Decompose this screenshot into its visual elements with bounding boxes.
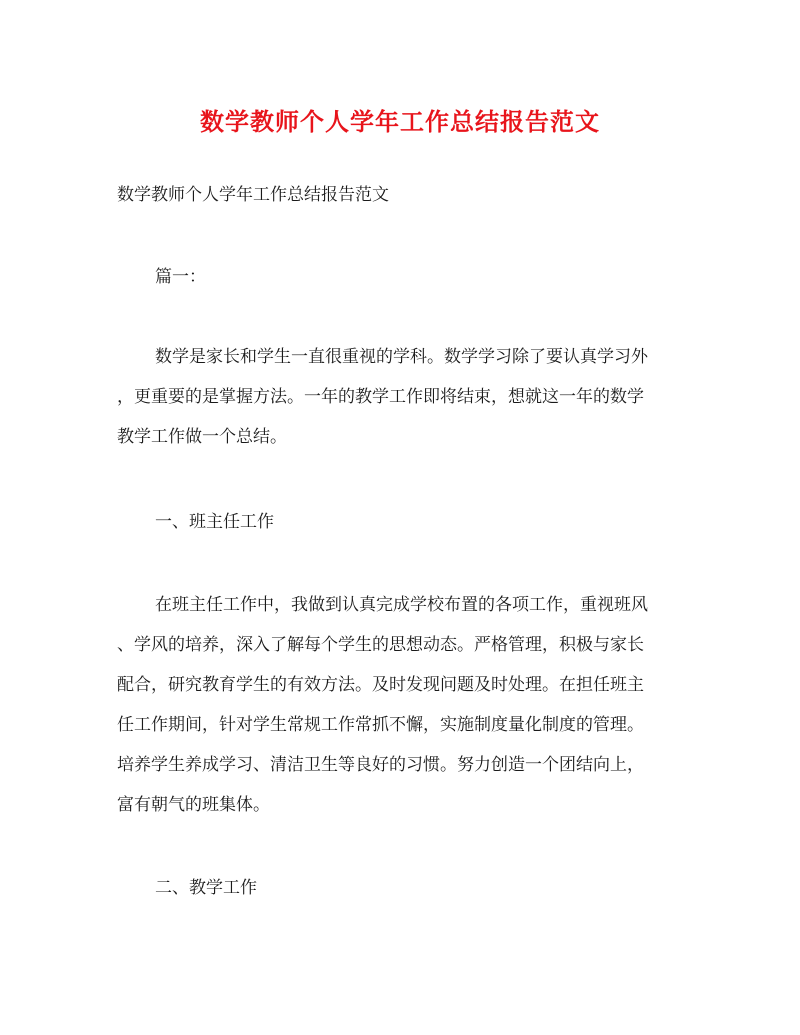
section1-line: 任工作期间，针对学生常规工作常抓不懈，实施制度量化制度的管理。: [117, 715, 644, 735]
section1-line: 、学风的培养，深入了解每个学生的思想动态。严格管理，积极与家长: [117, 635, 644, 655]
section2-heading: 二、教学工作: [155, 878, 257, 898]
section1-line: 配合，研究教育学生的有效方法。及时发现问题及时处理。在担任班主: [117, 675, 644, 695]
document-subtitle: 数学教师个人学年工作总结报告范文: [117, 185, 389, 205]
section1-line: 培养学生养成学习、清洁卫生等良好的习惯。努力创造一个团结向上，: [117, 755, 644, 775]
intro-line: 数学是家长和学生一直很重视的学科。数学学习除了要认真学习外: [155, 347, 648, 367]
intro-line: 教学工作做一个总结。: [117, 427, 287, 447]
section1-line: 富有朝气的班集体。: [117, 795, 270, 815]
document-title: 数学教师个人学年工作总结报告范文: [200, 107, 600, 136]
intro-line: ，更重要的是掌握方法。一年的教学工作即将结束，想就这一年的数学: [117, 387, 644, 407]
section1-line: 在班主任工作中，我做到认真完成学校布置的各项工作，重视班风: [155, 595, 648, 615]
section1-heading: 一、班主任工作: [155, 512, 274, 532]
part-label: 篇一：: [155, 267, 206, 287]
